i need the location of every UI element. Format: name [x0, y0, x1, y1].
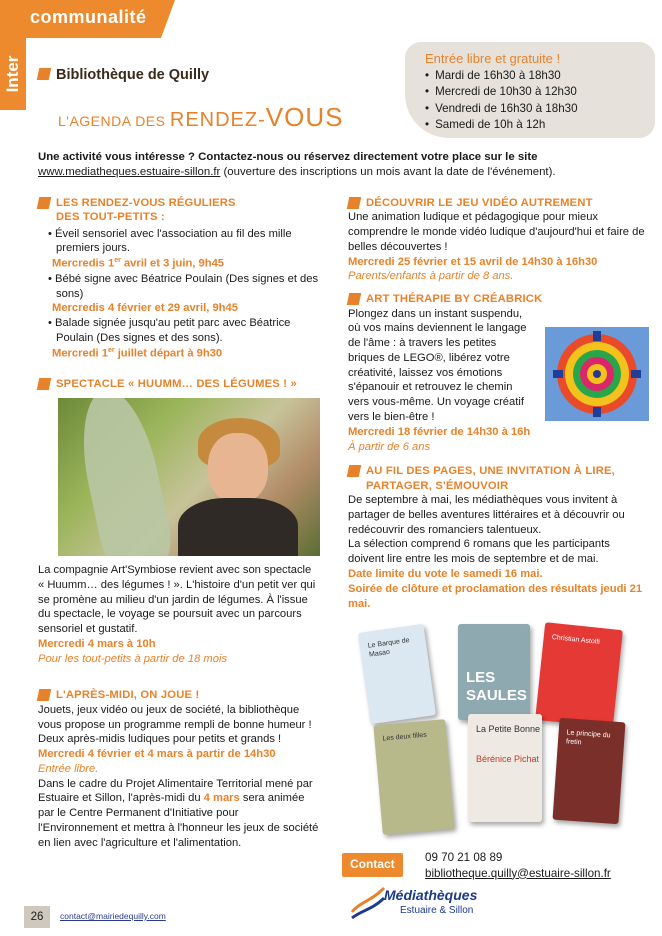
games-text-2: Dans le cadre du Projet Alimentaire Territorial mené par Estuaire et Sillon, l'après-midi du 4 mars sera animée par le Centre Permanent d'Initiative pour l'Environnement et mettra à l'honneur les jeux de société en lien avec l'agriculture et l'alimentation.: [38, 777, 319, 849]
section-heading: AU FIL DES PAGES, UNE INVITATION À LIRE, PARTAGER, S'ÉMOUVOIR: [348, 464, 648, 493]
toddler-events-list: [48, 227, 320, 257]
logo-text: Médiathèques: [384, 887, 478, 903]
section-title: communalité: [30, 7, 147, 27]
book-wave-icon: [348, 882, 388, 924]
inter-tab: [0, 38, 26, 110]
orange-bar-icon: [37, 378, 52, 390]
section-heading: DÉCOUVRIR LE JEU VIDÉO AUTREMENT: [348, 196, 648, 210]
toddler-events-list: [48, 316, 320, 346]
book-cover: Le principe du fretin: [553, 718, 626, 824]
event-date: Mercredis 4 février et 29 avril, 9h45: [52, 302, 238, 315]
event-note: Entrée libre.: [38, 762, 99, 775]
website-link[interactable]: www.mediatheques.estuaire-sillon.fr: [38, 166, 221, 179]
opening-hours-box: [405, 42, 655, 138]
games-text: Jouets, jeux vidéo ou jeux de société, la bibliothèque vous propose un programme rempli de bonne humeur ! Deux après-midis ludiques pour petits et grands !: [38, 703, 312, 746]
page-number: 26: [24, 906, 50, 928]
logo-subtext: Estuaire & Sillon: [400, 905, 474, 916]
book-cover: La Petite Bonne Bérénice Pichat: [468, 714, 542, 822]
orange-bar-icon: [37, 689, 52, 701]
event-date: Mercredi 25 février et 15 avril de 14h30 à 16h30: [348, 255, 598, 268]
library-title: Bibliothèque de Quilly: [38, 66, 209, 85]
event-date: Mercredi 4 février et 4 mars à partir de 14h30: [38, 748, 276, 761]
intro-rest: (ouverture des inscriptions un mois avant la date de l'événement).: [220, 166, 556, 179]
toddler-events-list: [48, 272, 320, 302]
agenda-heading: L'AGENDA DES RENDEZ-VOUS: [58, 102, 344, 132]
event-date: Soirée de clôture et proclamation des résultats jeudi 21 mai.: [348, 582, 643, 610]
spectacle-text: La compagnie Art'Symbiose revient avec son spectacle « Huumm… des légumes ! ». L'histoire d'un petit ver qui se promène au milieu d'un jardin de légumes. À l'issue du spectacle, le voyage se poursuit avec un parcours sensoriel et gustatif.: [38, 564, 316, 636]
section-heading: ART THÉRAPIE BY CRÉABRICK: [348, 292, 648, 306]
mediatheques-logo: [348, 882, 508, 924]
videogame-text: Une animation ludique et pédagogique pour mieux comprendre le monde vidéo ludique d'aujourd'hui et faire de belles découvertes !: [348, 211, 645, 253]
left-column-top: [38, 196, 320, 391]
contact-label: Contact: [342, 853, 403, 877]
book-cover: Le Barque de Masao: [358, 624, 436, 724]
list-item: • Éveil sensoriel avec l'association au fil des mille premiers jours.: [48, 227, 320, 257]
art-therapy-text: Plongez dans un instant suspendu, où vos mains deviennent le langage de l'âme : à travers les petites briques de LEGO®, libérez votre créativité, laissez vos émotions s'épanouir et retrouvez le chemin vers vous-même. Un voyage créatif vers le bien-être !: [348, 307, 527, 424]
intro-question: Une activité vous intéresse ? Contactez-nous ou réservez directement votre place sur le site: [38, 151, 538, 163]
list-item: • Bébé signe avec Béatrice Poulain (Des signes et des sons): [48, 272, 320, 302]
event-note: Parents/enfants à partir de 8 ans.: [348, 270, 514, 283]
orange-bar-icon: [347, 293, 362, 305]
book-cover: Les deux filles: [373, 719, 454, 835]
list-item: • Balade signée jusqu'au petit parc avec Béatrice Poulain (Des signes et des sons).: [48, 316, 320, 346]
inter-tab-label: Inter: [2, 55, 22, 93]
intro-text: [38, 150, 628, 180]
section-heading: LES RENDEZ-VOUS RÉGULIERS DES TOUT-PETITS :: [38, 196, 320, 225]
event-date: Mercredis 1er avril et 3 juin, 9h45: [52, 257, 225, 270]
event-date: Date limite du vote le samedi 16 mai.: [348, 567, 543, 580]
orange-bar-icon: [347, 465, 362, 477]
spectacle-photo: [58, 398, 320, 556]
list-item: • Samedi de 10h à 12h: [425, 117, 641, 133]
left-column-bottom: [38, 563, 320, 851]
hours-list: [425, 68, 641, 133]
hours-title: Entrée libre et gratuite !: [425, 51, 561, 66]
section-heading: SPECTACLE « HUUMM… DES LÉGUMES ! »: [38, 377, 320, 391]
event-note: À partir de 6 ans: [348, 440, 431, 453]
lego-mosaic-image: [545, 327, 649, 421]
event-date: Mercredi 4 mars à 10h: [38, 637, 156, 650]
book-cover: Christian Astolfi: [535, 622, 623, 728]
book-cover: LES SAULES: [458, 624, 530, 720]
contact-info: [425, 850, 611, 881]
reading-text: De septembre à mai, les médiathèques vous invitent à partager de belles aventures littéraires et à découvrir ou redécouvrir des romanciers talentueux.: [348, 494, 625, 536]
orange-bar-icon: [37, 197, 52, 209]
orange-bar-icon: [347, 197, 362, 209]
event-note: Pour les tout-petits à partir de 18 mois: [38, 652, 228, 665]
reading-text-2: La sélection comprend 6 romans que les participants doivent lire entre les mois de septembre et de mai.: [348, 538, 610, 566]
event-date: Mercredi 1er juillet départ à 9h30: [52, 346, 223, 360]
email-link[interactable]: bibliotheque.quilly@estuaire-sillon.fr: [425, 866, 611, 880]
section-heading: L'APRÈS-MIDI, ON JOUE !: [38, 688, 320, 702]
event-date: Mercredi 18 février de 14h30 à 16h: [348, 425, 531, 438]
footer-email-link[interactable]: contact@mairiedequilly.com: [60, 911, 166, 921]
list-item: • Mercredi de 10h30 à 12h30: [425, 84, 641, 100]
list-item: • Mardi de 16h30 à 18h30: [425, 68, 641, 84]
book-selection-image: [360, 622, 655, 847]
list-item: • Vendredi de 16h30 à 18h30: [425, 101, 641, 117]
phone-number[interactable]: 09 70 21 08 89: [425, 851, 503, 864]
orange-bar-icon: [37, 68, 52, 80]
